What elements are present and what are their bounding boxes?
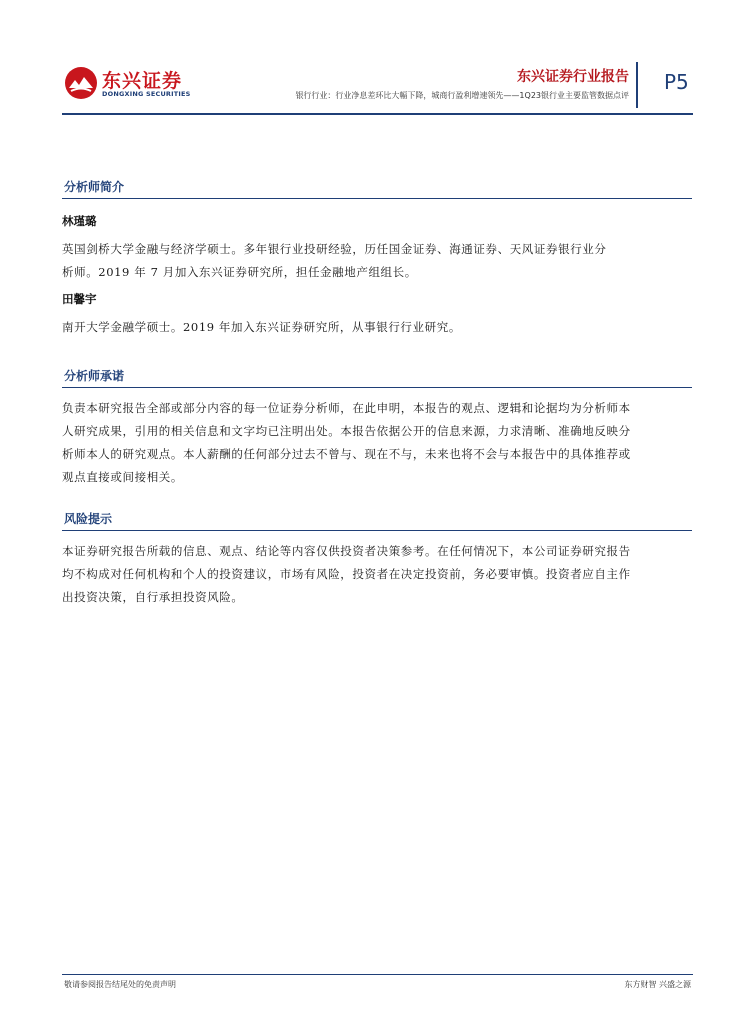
text-line: 观点直接或间接相关。 (62, 470, 183, 484)
section-title: 分析师简介 (64, 180, 125, 194)
analyst-bio (62, 316, 692, 339)
text-line: 负责本研究报告全部或部分内容的每一位证券分析师，在此申明，本报告的观点、逻辑和论据均为分析师本 (62, 401, 631, 415)
section-rule (62, 530, 692, 531)
analyst-intro-section (62, 178, 693, 199)
text-line: 人研究成果，引用的相关信息和文字均已注明出处。本报告依据公开的信息来源，力求清晰、准确地反映分 (62, 424, 631, 438)
risk-paragraph (62, 540, 692, 609)
footer-slogan: 东方财智 兴盛之源 (624, 980, 691, 989)
text-line: 南开大学金融学硕士。2019 年加入东兴证券研究所，从事银行行业研究。 (62, 320, 461, 334)
section-title: 风险提示 (64, 512, 113, 526)
text-line: 出投资决策，自行承担投资风险。 (62, 590, 244, 604)
text-line: 本证券研究报告所载的信息、观点、结论等内容仅供投资者决策参考。在任何情况下，本公司证券研究报告 (62, 544, 631, 558)
report-name: 东兴证券行业报告 (517, 69, 629, 85)
page-number: P5 (664, 70, 689, 94)
analyst-bio (62, 238, 692, 284)
dongxing-logo-icon (64, 66, 98, 100)
text-line: 英国剑桥大学金融与经济学硕士。多年银行业投研经验，历任国金证券、海通证券、天风证券银行业分 (62, 242, 607, 256)
footer-disclaimer-note: 敬请参阅报告结尾处的免责声明 (64, 980, 176, 989)
text-line: 析师。2019 年 7 月加入东兴证券研究所，担任金融地产组组长。 (62, 265, 417, 279)
text-line: 析师本人的研究观点。本人薪酬的任何部分过去不曾与、现在不与，未来也将不会与本报告中的具体推荐或 (62, 447, 631, 461)
page-header (0, 0, 755, 120)
header-divider (636, 62, 638, 108)
report-subtitle: 银行行业：行业净息差环比大幅下降，城商行盈利增速领先——1Q23银行业主要监管数据点评 (295, 91, 629, 100)
analyst-commitment-section (62, 367, 693, 388)
logo-chinese-name: 东兴证券 (102, 70, 183, 92)
analyst-name: 田馨宇 (62, 292, 97, 306)
footer-rule (62, 974, 693, 975)
risk-warning-section (62, 510, 693, 531)
section-rule (62, 387, 692, 388)
section-title: 分析师承诺 (64, 369, 125, 383)
analyst-name: 林瑾璐 (62, 214, 97, 228)
section-rule (62, 198, 692, 199)
header-rule (62, 113, 693, 115)
text-line: 均不构成对任何机构和个人的投资建议，市场有风险，投资者在决定投资前，务必要审慎。投资者应自主作 (62, 567, 631, 581)
company-logo (64, 66, 191, 102)
commitment-paragraph (62, 397, 692, 489)
logo-english-name: DONGXING SECURITIES (102, 90, 191, 98)
